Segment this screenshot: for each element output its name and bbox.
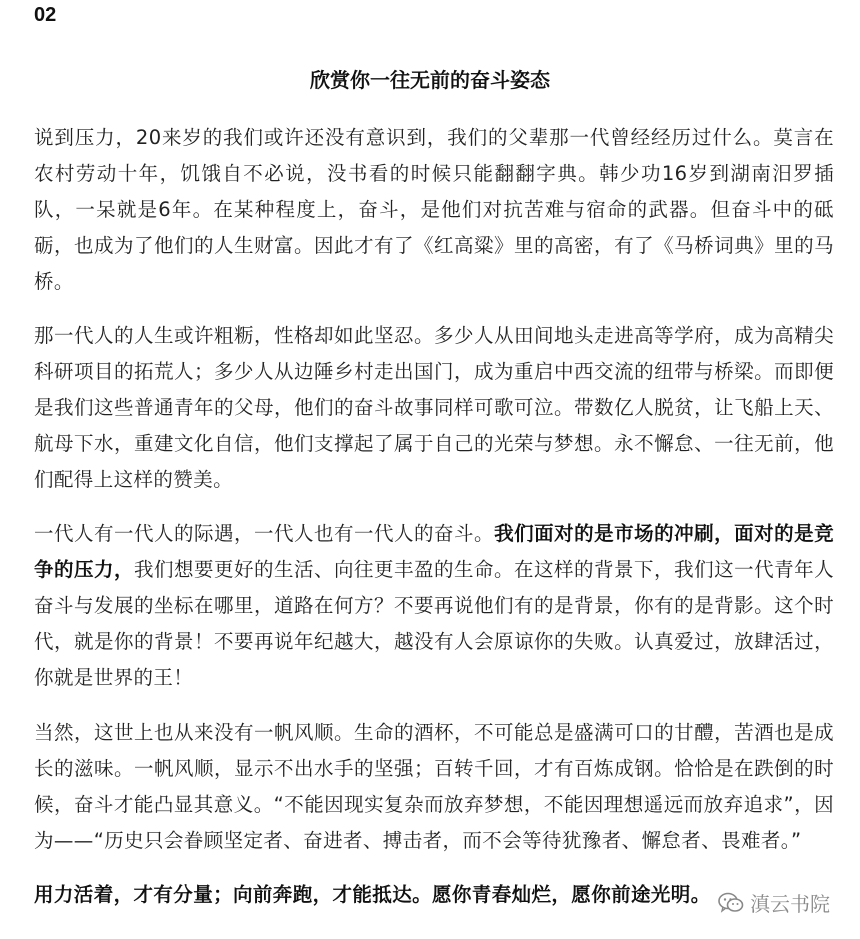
watermark — [714, 886, 834, 919]
paragraph-3 — [34, 516, 834, 696]
paragraph-2: 那一代人的人生或许粗粝，性格却如此坚忍。多少人从田间地头走进高等学府，成为高精尖科研项目的拓荒人；多少人从边陲乡村走出国门，成为重启中西交流的纽带与桥梁。而即便是我们这些普通青年的父母，他们的奋斗故事同样可歌可泣。带数亿人脱贫，让飞船上天、航母下水，重建文化自信，他们支撑起了属于自己的光荣与梦想。永不懈怠、一往无前，他们配得上这样的赞美。 — [34, 324, 834, 491]
paragraph-4: 当然，这世上也从来没有一帆风顺。生命的酒杯，不可能总是盛满可口的甘醴，苦酒也是成长的滋味。一帆风顺，显示不出水手的坚强；百转千回，才有百炼成钢。恰恰是在跌倒的时候，奋斗才能凸显其意义。“不能因现实复杂而放弃梦想，不能因理想遥远而放弃追求”，因为——“历史只会眷顾坚定者、奋进者、搏击者，而不会等待犹豫者、懈怠者、畏难者。” — [34, 721, 834, 852]
article-title: 欣赏你一往无前的奋斗姿态 — [310, 68, 550, 92]
wechat-icon — [718, 892, 744, 914]
section-number: 02 — [34, 4, 57, 26]
paragraph-1: 说到压力，20来岁的我们或许还没有意识到，我们的父辈那一代曾经经历过什么。莫言在农村劳动十年，饥饿自不必说，没书看的时候只能翻翻字典。韩少功16岁到湖南汨罗插队，一呆就是6年。在某种程度上，奋斗，是他们对抗苦难与宿命的武器。但奋斗中的砥砺，也成为了他们的人生财富。因此才有了《红高粱》里的高密，有了《马桥词典》里的马桥。 — [34, 126, 834, 293]
paragraph-3-intro: 一代人有一代人的际遇，一代人也有一代人的奋斗。 — [34, 522, 495, 545]
watermark-text: 滇云书院 — [750, 892, 830, 916]
paragraph-3-body: 我们想要更好的生活、向往更丰盈的生命。在这样的背景下，我们这一代青年人奋斗与发展的坐标在哪里，道路在何方？不要再说他们有的是背景，你有的是背影。这个时代，就是你的背景！不要再说年纪越大，越没有人会原谅你的失败。认真爱过，放肆活过，你就是世界的王！ — [34, 558, 834, 689]
paragraph-5-closing: 用力活着，才有分量；向前奔跑，才能抵达。愿你青春灿烂，愿你前途光明。 — [34, 883, 711, 906]
paragraph-3-emphasis: 我们面对的是市场的冲刷，面对的是竞争的压力， — [34, 522, 834, 581]
